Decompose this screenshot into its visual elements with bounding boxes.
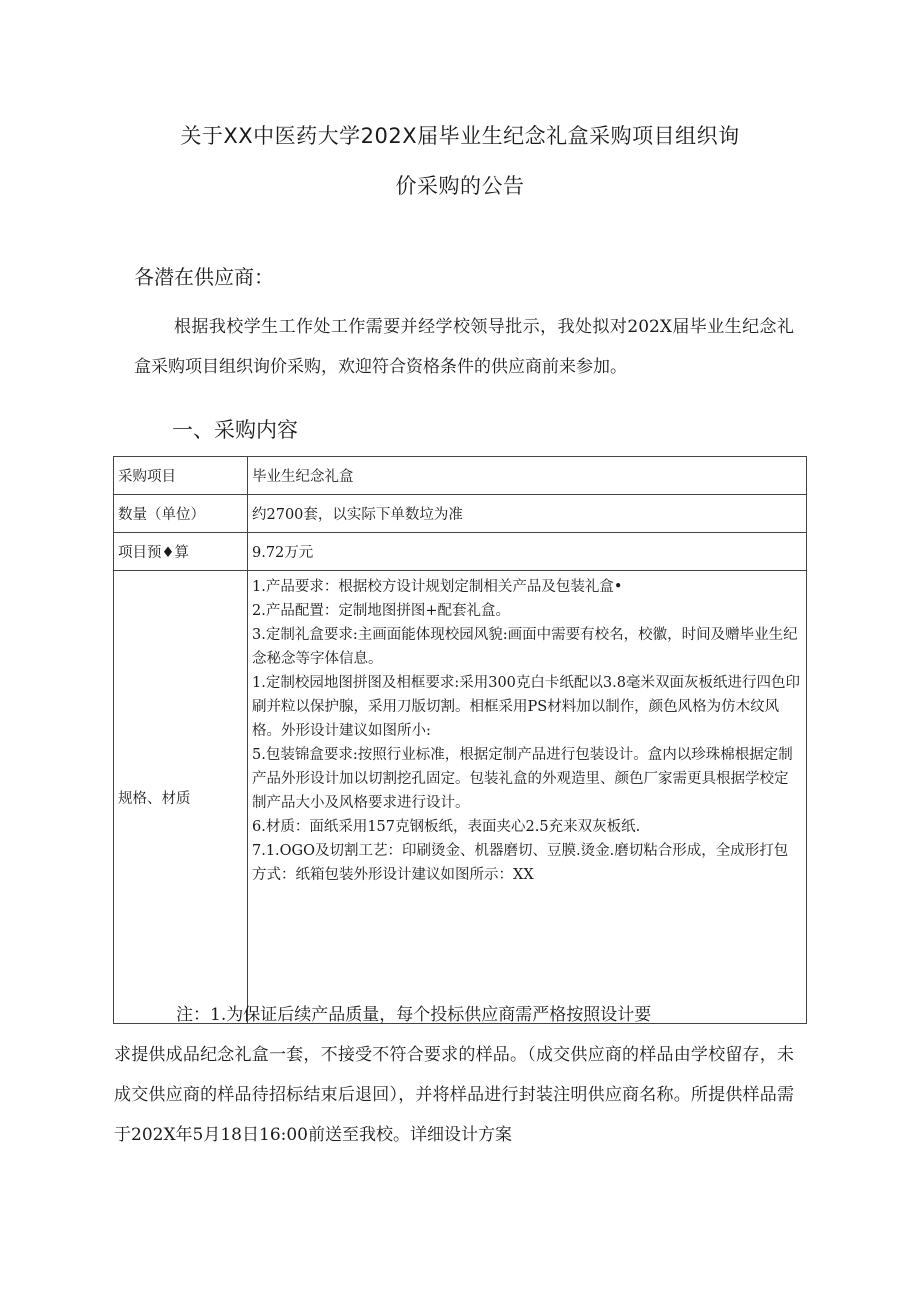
salutation: 各潜在供应商： xyxy=(134,265,274,289)
row-label: 采购项目 xyxy=(114,457,248,495)
spec-line: 6.材质：面纸采用157克钢板纸，表面夹心2.5充来双灰板纸. xyxy=(252,819,641,835)
table-row xyxy=(114,457,807,495)
procurement-table xyxy=(113,456,807,1024)
row-value: 约2700套，以实际下单数垃为准 xyxy=(248,495,807,533)
note-body: 求提供成品纪念礼盒一套，不接受不符合要求的样品。（成交供应商的样品由学校留存，未成交供应商的样品待招标结束后退回），并将样品进行封装注明供应商名称。所提供样品需于202X年5月18日16:00前送至我校。详细设计方案 xyxy=(114,1045,794,1145)
document-title-line-2: 价采购的公告 xyxy=(395,174,525,198)
section-heading-procurement-content: 一、采购内容 xyxy=(172,418,298,442)
spec-label: 规格、材质 xyxy=(114,571,248,1024)
spec-line: 1.产品要求：根据校方设计规划定制相关产品及包装礼盒• xyxy=(252,579,623,595)
table-row xyxy=(114,533,807,571)
row-label: 项目预♦算 xyxy=(114,533,248,571)
table-row-spec xyxy=(114,571,807,1024)
table-row xyxy=(114,495,807,533)
spec-line: 1.定制校园地图拼图及相框要求:采用300克白卡纸配以3.8毫米双面灰板纸进行四色印刷并粒以保护腺，采用刀版切割。相框采用PS材料加以制作，颜色风格为仿木纹风格。外形设计建议如图所小: xyxy=(252,675,800,739)
spec-content xyxy=(248,571,807,1024)
spec-line: 2.产品配置：定制地图拼图+配套礼盒。 xyxy=(252,603,510,619)
row-value: 9.72万元 xyxy=(248,533,807,571)
note-paragraph xyxy=(114,995,794,1155)
note-first-line: 注：1.为保证后续产品质量，每个投标供应商需严格按照设计要 xyxy=(176,1005,652,1025)
document-title-line-1: 关于XX中医药大学202X届毕业生纪念礼盒采购项目组织询 xyxy=(180,124,740,148)
intro-paragraph: 根据我校学生工作处工作需要并经学校领导批示，我处拟对202X届毕业生纪念礼盒采购项目组织询价采购，欢迎符合资格条件的供应商前来参加。 xyxy=(134,317,794,377)
row-value: 毕业生纪念礼盒 xyxy=(248,457,807,495)
row-label: 数量（单位） xyxy=(114,495,248,533)
spec-line: 3.定制礼盒要求:主画面能体现校园风貌:画面中需要有校名，校徽，时间及赠毕业生纪念秘念等字体信息。 xyxy=(252,627,798,667)
spec-line: 7.1.OGO及切割工艺：印刷烫金、机器磨切、豆膜.烫金.磨切粘合形成，全成形打包方式：纸箱包装外形设计建议如图所示：XX xyxy=(252,843,789,883)
spec-line: 5.包装锦盒要求:按照行业标准，根据定制产品进行包装设计。盒内以珍珠棉根据定制产品外形设计加以切割挖孔固定。包装礼盒的外观造里、颜色厂家需更具根据学校定制产品大小及风格要求进行设计。 xyxy=(252,747,793,811)
